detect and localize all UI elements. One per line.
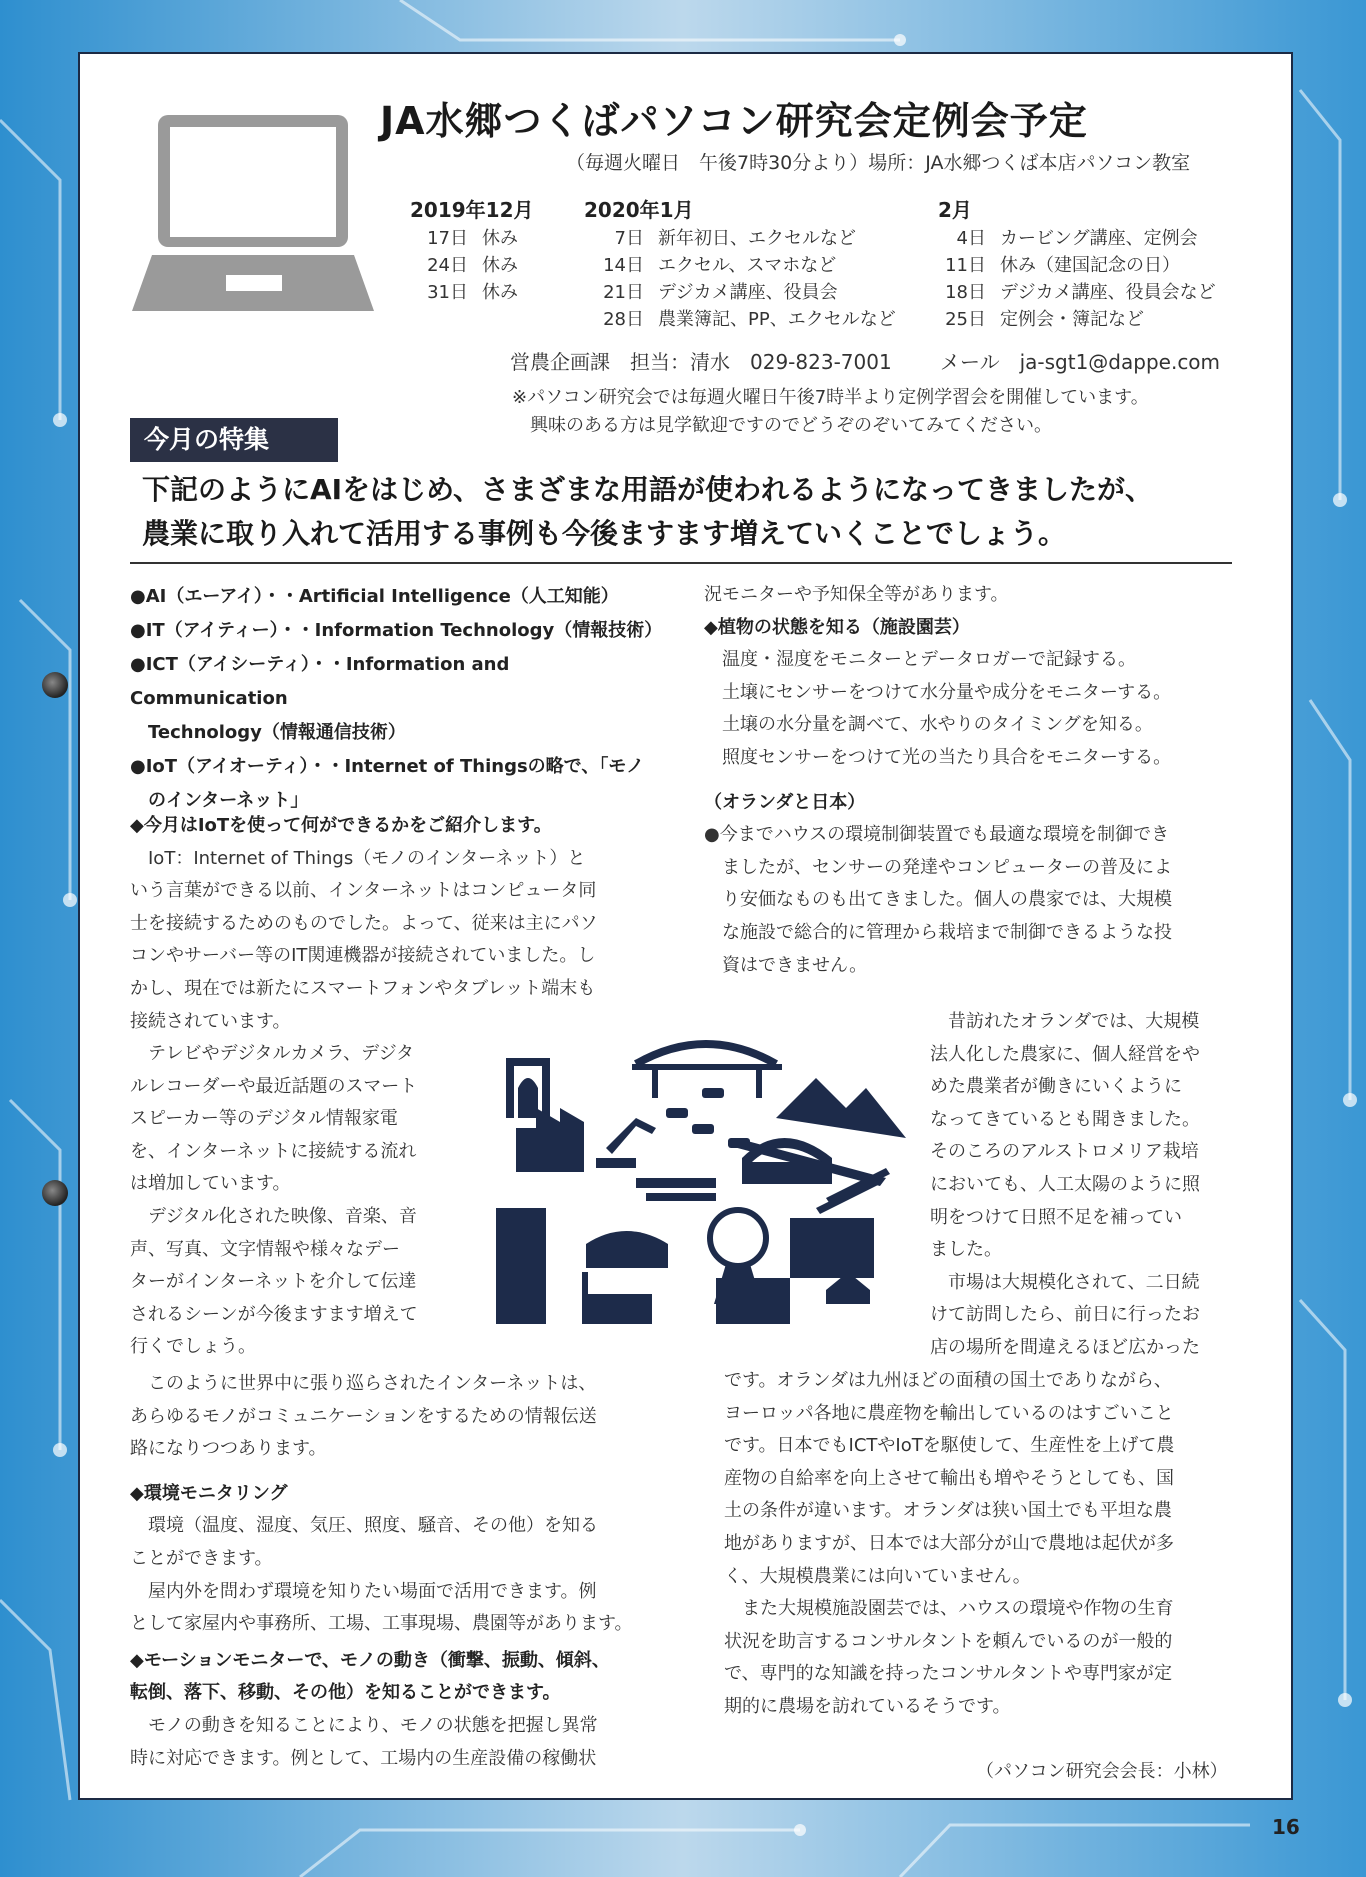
section-heading: （オランダと日本） [704, 791, 866, 813]
body-line: されるシーンが今後ますます増えて [130, 1303, 418, 1325]
schedule-day: 11日 [945, 255, 986, 276]
body-line: 行くでしょう。 [130, 1336, 256, 1358]
term-item: ●IoT（アイオーティ）・・Internet of Thingsの略で、「モノ [130, 756, 645, 777]
schedule-day: 14日 [603, 255, 644, 276]
body-line: あらゆるモノがコミュニケーションをするための情報伝送 [130, 1405, 597, 1427]
body-line: そのころのアルストロメリア栽培 [930, 1141, 1199, 1163]
schedule-list [410, 225, 534, 306]
body-line: り安価なものも出てきました。個人の農家では、大規模 [704, 889, 1172, 911]
right-column-top [704, 579, 1234, 982]
lead-line: 下記のようにAIをはじめ、さまざまな用語が使われるようになってきましたが、 [142, 473, 1153, 506]
body-line: 法人化した農家に、個人経営をや [930, 1043, 1200, 1065]
month-heading: 2月 [938, 198, 972, 222]
notice [512, 384, 1149, 440]
schedule-list [584, 225, 896, 333]
schedule-text: 休み [482, 282, 518, 303]
body-line: 時に対応できます。例として、工場内の生産設備の稼働状 [130, 1747, 597, 1769]
schedule-day: 21日 [603, 282, 644, 303]
schedule-row [584, 225, 896, 252]
schedule-text: エクセル、スマホなど [658, 255, 837, 276]
term-item: ●AI（エーアイ）・・Artificial Intelligence（人工知能） [130, 586, 619, 607]
schedule-day: 17日 [427, 228, 468, 249]
schedule-list [938, 225, 1216, 333]
body-line: ヨーロッパ各地に農産物を輸出しているのはすごいこと [724, 1402, 1174, 1424]
feature-label: 今月の特集 [130, 418, 338, 462]
body-line: 期的に農場を訪れているそうです。 [724, 1695, 1011, 1717]
month-heading: 2020年1月 [584, 198, 694, 222]
schedule-day: 31日 [427, 282, 468, 303]
body-line: このように世界中に張り巡らされたインターネットは、 [130, 1373, 597, 1394]
body-line: けて訪問したら、前日に行ったお [930, 1304, 1200, 1326]
body-line: ましたが、センサーの発達やコンピューターの普及によ [704, 856, 1172, 878]
schedule-day: 24日 [427, 255, 468, 276]
term-item: のインターネット」 [130, 790, 309, 811]
term-item: Technology（情報通信技術） [130, 722, 406, 743]
schedule-row [410, 225, 534, 252]
netherlands-visit [930, 1006, 1235, 1365]
schedule-row [584, 279, 896, 306]
body-line: 明をつけて日照不足を補ってい [930, 1206, 1182, 1228]
body-line: 屋内外を問わず環境を知りたい場面で活用できます。例 [130, 1580, 597, 1602]
schedule-text: デジカメ講座、役員会など [1000, 282, 1216, 303]
schedule-text: デジカメ講座、役員会 [658, 282, 838, 303]
iot-appliances [130, 1038, 470, 1364]
body-line: 土壌にセンサーをつけて水分量や成分をモニターする。 [722, 681, 1172, 703]
schedule-row [938, 225, 1216, 252]
page-number: 16 [1272, 1815, 1300, 1839]
schedule-jan [584, 194, 896, 333]
body-line: く、大規模農業には向いていません。 [724, 1565, 1031, 1587]
meeting-info: （毎週火曜日 午後7時30分より）場所：JA水郷つくば本店パソコン教室 [566, 152, 1191, 174]
body-line: スピーカー等のデジタル情報家電 [130, 1108, 398, 1130]
body-line: ことができます。 [130, 1547, 273, 1569]
body-line: 接続されています。 [130, 1010, 291, 1032]
iot-summary [130, 1368, 670, 1775]
body-line: で、専門的な知識を持ったコンサルタントや専門家が定 [724, 1663, 1173, 1685]
schedule-text: 休み [482, 255, 518, 276]
body-line: ●今までハウスの環境制御装置でも最適な環境を制御でき [704, 824, 1170, 846]
schedule-day: 18日 [945, 282, 986, 303]
schedule-row [938, 252, 1216, 279]
schedule-row [584, 252, 896, 279]
terms-list [130, 580, 670, 818]
contact-mail[interactable]: メール ja-sgt1@dappe.com [940, 350, 1221, 374]
schedule-text: 定例会・簿記など [1000, 309, 1144, 330]
lead-line: 農業に取り入れて活用する事例も今後ますます増えていくことでしょう。 [142, 517, 1067, 550]
section-heading: ◆植物の状態を知る（施設園芸） [704, 616, 970, 638]
iot-intro [130, 810, 670, 1038]
body-line: 昔訪れたオランダでは、大規模 [930, 1011, 1200, 1032]
section-heading: ◆モーションモニターで、モノの動き（衝撃、振動、傾斜、 [130, 1649, 610, 1671]
contact-dept: 営農企画課 担当：清水 029-823-7001 [510, 350, 892, 374]
body-line: 産物の自給率を向上させて輸出も増やそうとしても、国 [724, 1467, 1174, 1489]
schedule-row [938, 306, 1216, 333]
laptop-icon [130, 115, 375, 315]
body-line: 地がありますが、日本では大部分が山で農地は起伏が多 [724, 1532, 1174, 1554]
binder-hole-top [42, 672, 68, 698]
body-line: 声、写真、文字情報や様々なデー [130, 1238, 400, 1260]
schedule-day: 25日 [945, 309, 986, 330]
section-heading: ◆環境モニタリング [130, 1482, 288, 1504]
body-line: 照度センサーをつけて光の当たり具合をモニターする。 [722, 746, 1172, 768]
body-line: 環境（温度、湿度、気圧、照度、騒音、その他）を知る [130, 1515, 598, 1537]
body-line: テレビやデジタルカメラ、デジタ [130, 1043, 415, 1064]
body-line: また大規模施設園芸では、ハウスの環境や作物の生育 [724, 1598, 1174, 1620]
schedule-text: 新年初日、エクセルなど [658, 228, 856, 249]
netherlands-comparison [724, 1365, 1236, 1724]
schedule-day: 28日 [603, 309, 644, 330]
schedule-feb [938, 194, 1216, 333]
body-line: は増加しています。 [130, 1173, 291, 1195]
term-item: ●IT（アイティー）・・Information Technology（情報技術） [130, 620, 663, 641]
section-heading: ◆今月はIoTを使って何ができるかをご紹介します。 [130, 815, 552, 836]
page-title: JA水郷つくばパソコン研究会定例会予定 [380, 99, 1088, 143]
body-line: IoT：Internet of Things（モノのインターネット）と [130, 847, 586, 869]
schedule-row [410, 279, 534, 306]
body-line: なってきているとも聞きました。 [930, 1108, 1200, 1130]
schedule-row [938, 279, 1216, 306]
body-line: です。オランダは九州ほどの面積の国土でありながら、 [724, 1370, 1172, 1391]
body-line: 資はできません。 [704, 954, 868, 976]
schedule-day: 7日 [614, 228, 644, 249]
divider [130, 562, 1232, 564]
body-line: 温度・湿度をモニターとデータロガーで記録する。 [722, 649, 1136, 671]
body-line: デジタル化された映像、音楽、音 [130, 1205, 417, 1227]
notice-line: ※パソコン研究会では毎週火曜日午後7時半より定例学習会を開催しています。 [512, 387, 1149, 408]
body-line: いう言葉ができる以前、インターネットはコンピュータ同 [130, 880, 597, 902]
body-line: として家屋内や事務所、工場、工事現場、農園等があります。 [130, 1613, 633, 1635]
body-line: 土の条件が違います。オランダは狭い国土でも平坦な農 [724, 1500, 1172, 1522]
body-line: めた農業者が働きにいくように [930, 1076, 1182, 1098]
schedule-row [584, 306, 896, 333]
schedule-dec [410, 194, 534, 306]
schedule-text: 休み [482, 228, 518, 249]
body-line: を、インターネットに接続する流れ [130, 1140, 417, 1162]
body-line: 状況を助言するコンサルタントを頼んでいるのが一般的 [724, 1630, 1173, 1652]
binder-hole-bottom [42, 1180, 68, 1206]
body-line: 市場は大規模化されて、二日続 [930, 1271, 1200, 1293]
schedule-text: カービング講座、定例会 [1000, 228, 1198, 249]
body-line: 士を接続するためのものでした。よって、従来は主にパソ [130, 912, 598, 934]
body-line: 土壌の水分量を調べて、水やりのタイミングを知る。 [722, 714, 1153, 736]
section-heading: 転倒、落下、移動、その他）を知ることができます。 [130, 1682, 561, 1704]
body-line: ました。 [930, 1239, 1002, 1261]
body-line: 況モニターや予知保全等があります。 [704, 584, 1009, 605]
body-line: コンやサーバー等のIT関連機器が接続されていました。し [130, 945, 596, 967]
body-line: モノの動きを知ることにより、モノの状態を把握し異常 [130, 1714, 598, 1736]
schedule-row [410, 252, 534, 279]
signature: （パソコン研究会会長：小林） [976, 1761, 1228, 1782]
body-line: 路になりつつあります。 [130, 1438, 327, 1460]
schedule-day: 4日 [956, 228, 986, 249]
notice-line: 興味のある方は見学歓迎ですのでどうぞのぞいてみてください。 [530, 415, 1052, 436]
body-line: ルレコーダーや最近話題のスマート [130, 1075, 418, 1097]
feature-lead [142, 468, 1153, 556]
term-item: ●ICT（アイシーティ）・・Information and Communication [130, 654, 510, 709]
body-line: ターがインターネットを介して伝達 [130, 1271, 417, 1293]
iot-illustration [496, 1028, 916, 1328]
body-line: においても、人工太陽のように照 [930, 1173, 1200, 1195]
schedule-text: 休み（建国記念の日） [1000, 255, 1180, 276]
month-heading: 2019年12月 [410, 198, 534, 222]
schedule-text: 農業簿記、PP、エクセルなど [658, 309, 896, 330]
body-line: 店の場所を間違えるほど広かった [930, 1336, 1200, 1358]
body-line: です。日本でもICTやIoTを駆使して、生産性を上げて農 [724, 1435, 1175, 1457]
body-line: な施設で総合的に管理から栽培まで制御できるような投 [704, 921, 1172, 943]
body-line: かし、現在では新たにスマートフォンやタブレット端末も [130, 977, 596, 999]
